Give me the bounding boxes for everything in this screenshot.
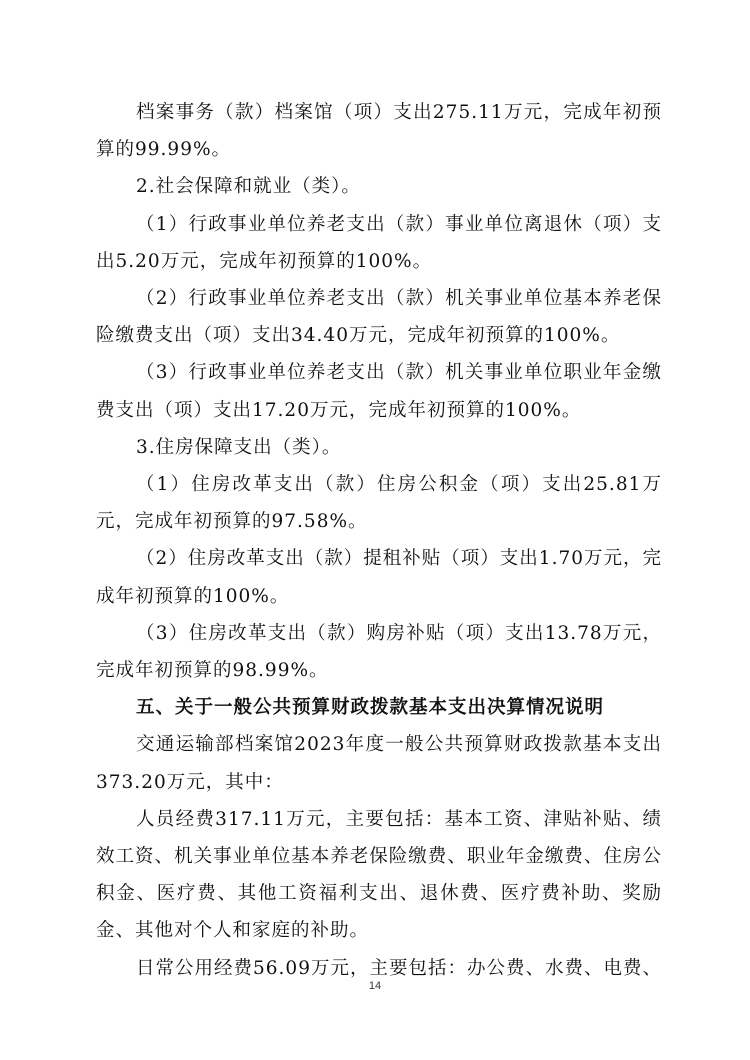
paragraph-personnel-expense: 人员经费317.11万元，主要包括：基本工资、津贴补贴、绩效工资、机关事业单位基本养老保险缴费、职业年金缴费、住房公积金、医疗费、其他工资福利支出、退休费、医疗费补助、奖励金、其他对个人和家庭的补助。 — [96, 808, 662, 942]
paragraph-pension-insurance: （2）行政事业单位养老支出（款）机关事业单位基本养老保险缴费支出（项）支出34.40万元，完成年初预算的100%。 — [96, 288, 662, 347]
paragraph-archive-expense: 档案事务（款）档案馆（项）支出275.11万元，完成年初预算的99.99%。 — [96, 102, 662, 161]
section-heading: 五、关于一般公共预算财政拨款基本支出决算情况说明 — [136, 697, 605, 719]
page-number: 14 — [368, 980, 382, 992]
paragraph-housing-heading: 3.住房保障支出（类）。 — [136, 436, 342, 458]
paragraph-occupational-annuity: （3）行政事业单位养老支出（款）机关事业单位职业年金缴费支出（项）支出17.20万元，完成年初预算的100%。 — [96, 362, 662, 421]
paragraph-public-expense: 日常公用经费56.09万元，主要包括：办公费、水费、电费、 — [136, 957, 662, 979]
paragraph-social-security-heading: 2.社会保障和就业（类）。 — [136, 176, 361, 198]
paragraph-housing-fund: （1）住房改革支出（款）住房公积金（项）支出25.81万元，完成年初预算的97.58%。 — [96, 474, 662, 533]
paragraph-retirement-expense: （1）行政事业单位养老支出（款）事业单位离退休（项）支出5.20万元，完成年初预算的100%。 — [96, 213, 662, 272]
paragraph-basic-expense-total: 交通运输部档案馆2023年度一般公共预算财政拨款基本支出373.20万元，其中： — [96, 734, 662, 793]
paragraph-purchase-subsidy: （3）住房改革支出（款）购房补贴（项）支出13.78万元，完成年初预算的98.99%。 — [96, 622, 662, 682]
paragraph-rent-subsidy: （2）住房改革支出（款）提租补贴（项）支出1.70万元，完成年初预算的100%。 — [96, 548, 662, 607]
